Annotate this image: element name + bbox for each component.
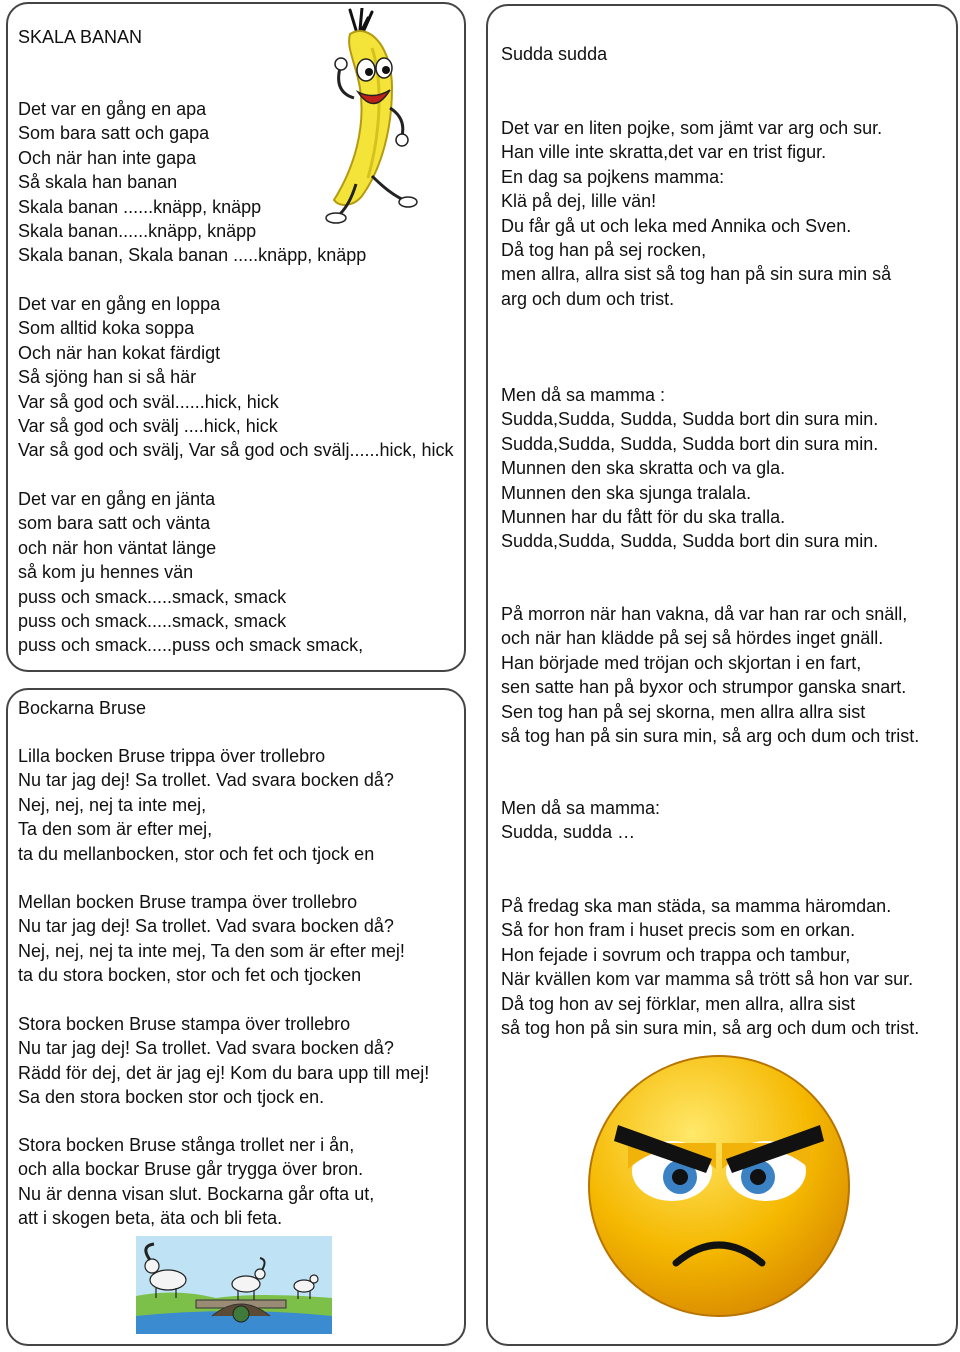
lyric-line: Nu är denna visan slut. Bockarna går ofta ut, [18,1183,375,1204]
lyric-line: Sudda,Sudda, Sudda, Sudda bort din sura min. [501,531,879,552]
lyric-line: Som alltid koka soppa [18,318,195,339]
lyric-line: Då tog hon av sej förklar, men allra, allra sist [501,993,856,1014]
lyric-line: puss och smack.....puss och smack smack, [18,635,364,656]
lyric-line: så tog hon på sin sura min, så arg och dum och trist. [501,1018,920,1039]
lyric-line: På fredag ska man städa, sa mamma häromdan. [501,896,892,916]
lyric-line: puss och smack.....smack, smack [18,611,287,632]
lyric-line: Skala banan ......knäpp, knäpp [18,196,262,217]
lyric-line: Han ville inte skratta,det var en trist figur. [501,142,827,163]
lyric-line: Då tog han på sej rocken, [501,240,707,261]
lyric-line: Munnen har du fått för du ska tralla. [501,507,786,528]
lyric-line: Sudda, sudda … [501,822,636,843]
lyric-line: Var så god och svälj, Var så god och svälj......hick, hick [18,440,454,461]
lyric-line: Skala banan......knäpp, knäpp [18,221,257,242]
lyric-line: En dag sa pojkens mamma: [501,166,725,187]
lyric-line: att i skogen beta, äta och bli feta. [18,1208,283,1229]
lyric-line: På morron när han vakna, då var han rar och snäll, [501,604,908,624]
lyric-line: Sen tog han på sej skorna, men allra allra sist [501,701,866,722]
verse-lilla-bocken [18,744,394,866]
verse-loppa [18,292,454,463]
lyric-line: Så skala han banan [18,172,178,193]
lyric-line: När kvällen kom var mamma så trött så hon var sur. [501,969,914,990]
song-box-skala-banan [6,2,466,672]
lyric-line: Var så god och svälj ....hick, hick [18,416,278,437]
lyric-line: Stora bocken Bruse stånga trollet ner i ån, [18,1135,355,1155]
lyric-line: Det var en gång en loppa [18,294,221,314]
lyric-line: Som bara satt och gapa [18,123,210,144]
lyric-line: Nu tar jag dej! Sa trollet. Vad svara bocken då? [18,1038,394,1059]
verse-slut [18,1133,374,1231]
lyric-line: ta du mellanbocken, stor och fet och tjock en [18,843,375,864]
lyric-line: Och när han inte gapa [18,147,197,168]
lyric-line: Nej, nej, nej ta inte mej, Ta den som är efter mej! [18,940,405,961]
lyric-line: och när hon väntat länge [18,537,217,558]
verse-stora-bocken [18,1012,429,1110]
lyric-line: Det var en liten pojke, som jämt var arg och sur. [501,118,883,138]
lyric-line: Var så god och sväl......hick, hick [18,391,279,412]
lyric-line: Nu tar jag dej! Sa trollet. Vad svara bocken då? [18,770,394,791]
verse-janta [18,487,363,658]
lyric-line: Lilla bocken Bruse trippa över trollebro [18,746,326,766]
angry-face-illustration [584,1051,854,1321]
lyric-line: Och när han kokat färdigt [18,342,221,363]
verse-fredag [501,894,919,1040]
song-title-bockarna-bruse: Bockarna Bruse [18,698,147,718]
dancing-banana-illustration [310,8,418,230]
verse-men-da-sa-mamma [501,796,660,845]
lyric-line: ta du stora bocken, stor och fet och tjocken [18,965,362,986]
lyric-line: Hon fejade i sovrum och trappa och tambur, [501,944,851,965]
lyric-line: Rädd för dej, det är jag ej! Kom du bara upp till mej! [18,1062,430,1083]
verse-mellan-bocken [18,890,405,988]
lyric-line: och när han klädde på sej så hördes inget gnäll. [501,628,884,649]
lyric-line: Mellan bocken Bruse trampa över trollebro [18,892,358,912]
lyric-line: sen satte han på byxor och strumpor ganska snart. [501,677,907,698]
verse-refrain [501,383,878,554]
song-box-bockarna-bruse [6,688,466,1346]
song-box-sudda-sudda [486,4,958,1346]
lyric-line: Nu tar jag dej! Sa trollet. Vad svara bocken då? [18,916,394,937]
verse-morron [501,602,919,748]
song-title-skala-banan: SKALA BANAN [18,27,143,47]
lyric-line: Munnen den ska skratta och va gla. [501,458,786,479]
lyric-line: puss och smack.....smack, smack [18,586,287,607]
lyric-line: Klä på dej, lille vän! [501,191,657,212]
lyric-line: som bara satt och vänta [18,513,211,534]
lyric-line: Så sjöng han si så här [18,367,197,388]
lyric-line: så kom ju hennes vän [18,562,194,583]
lyric-line: men allra, allra sist så tog han på sin sura min så [501,264,892,285]
lyric-line: så tog han på sin sura min, så arg och dum och trist. [501,726,920,747]
lyric-line: Nej, nej, nej ta inte mej, [18,794,207,815]
lyric-line: Så for hon fram i huset precis som en orkan. [501,920,856,941]
three-goats-bridge-illustration [136,1236,332,1334]
lyric-line: Munnen den ska sjunga tralala. [501,482,752,503]
lyric-line: Du får gå ut och leka med Annika och Sven. [501,215,852,236]
lyric-line: arg och dum och trist. [501,288,675,309]
verse-arg-pojke [501,116,891,311]
lyric-line: Men då sa mamma: [501,798,661,818]
lyric-line: Men då sa mamma : [501,385,666,405]
lyric-line: Stora bocken Bruse stampa över trollebro [18,1014,351,1034]
lyric-line: Sudda,Sudda, Sudda, Sudda bort din sura min. [501,433,879,454]
lyric-line: Ta den som är efter mej, [18,819,213,840]
song-title-sudda-sudda: Sudda sudda [501,44,608,64]
lyric-line: Sudda,Sudda, Sudda, Sudda bort din sura min. [501,409,879,430]
lyric-line: Han började med tröjan och skjortan i en fart, [501,652,862,673]
lyric-line: Sa den stora bocken stor och tjock en. [18,1087,325,1108]
lyric-line: Det var en gång en apa [18,99,207,119]
lyric-line: och alla bockar Bruse går trygga över bron. [18,1159,364,1180]
lyric-line: Det var en gång en jänta [18,489,216,509]
lyric-line: Skala banan, Skala banan .....knäpp, knäpp [18,245,367,266]
